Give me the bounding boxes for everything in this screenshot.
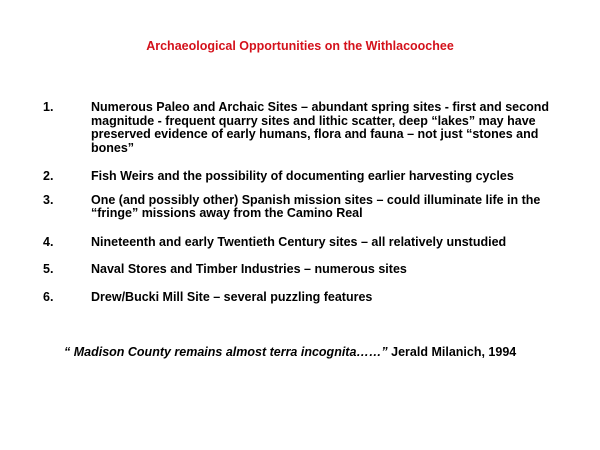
- list-item-text: Numerous Paleo and Archaic Sites – abundant spring sites - first and second magnitude - frequent quarry sites and lithic scatter, deep “lakes” may have preserved evidence of early humans, flora and fauna – not just “stones and bones”: [91, 100, 549, 155]
- list-item: [43, 291, 563, 305]
- list-item-text: One (and possibly other) Spanish mission sites – could illuminate life in the “fringe” missions away from the Camino Real: [91, 192, 541, 220]
- list-item: [43, 263, 563, 277]
- list-item-number: 6.: [43, 289, 54, 304]
- list-item-text: Nineteenth and early Twentieth Century sites – all relatively unstudied: [91, 234, 507, 249]
- list-item-text: Fish Weirs and the possibility of documenting earlier harvesting cycles: [91, 169, 514, 183]
- opportunities-list: [43, 101, 563, 304]
- slide-title: Archaeological Opportunities on the Withlacoochee: [146, 39, 454, 53]
- list-item-number: 5.: [43, 262, 54, 276]
- list-item-text: Drew/Bucki Mill Site – several puzzling features: [91, 289, 373, 304]
- list-item-number: 2.: [43, 169, 54, 183]
- quote-text: “ Madison County remains almost terra incognita……”: [64, 345, 388, 359]
- list-item-number: 1.: [43, 100, 54, 114]
- list-item-number: 3.: [43, 192, 54, 207]
- list-item-number: 4.: [43, 234, 54, 249]
- list-item: [43, 170, 563, 184]
- quote-attribution: Jerald Milanich, 1994: [391, 345, 517, 359]
- list-item-text: Naval Stores and Timber Industries – numerous sites: [91, 262, 407, 276]
- list-item: [43, 101, 563, 155]
- list-item: [43, 194, 563, 221]
- closing-quote: [64, 345, 584, 359]
- list-item: [43, 236, 563, 250]
